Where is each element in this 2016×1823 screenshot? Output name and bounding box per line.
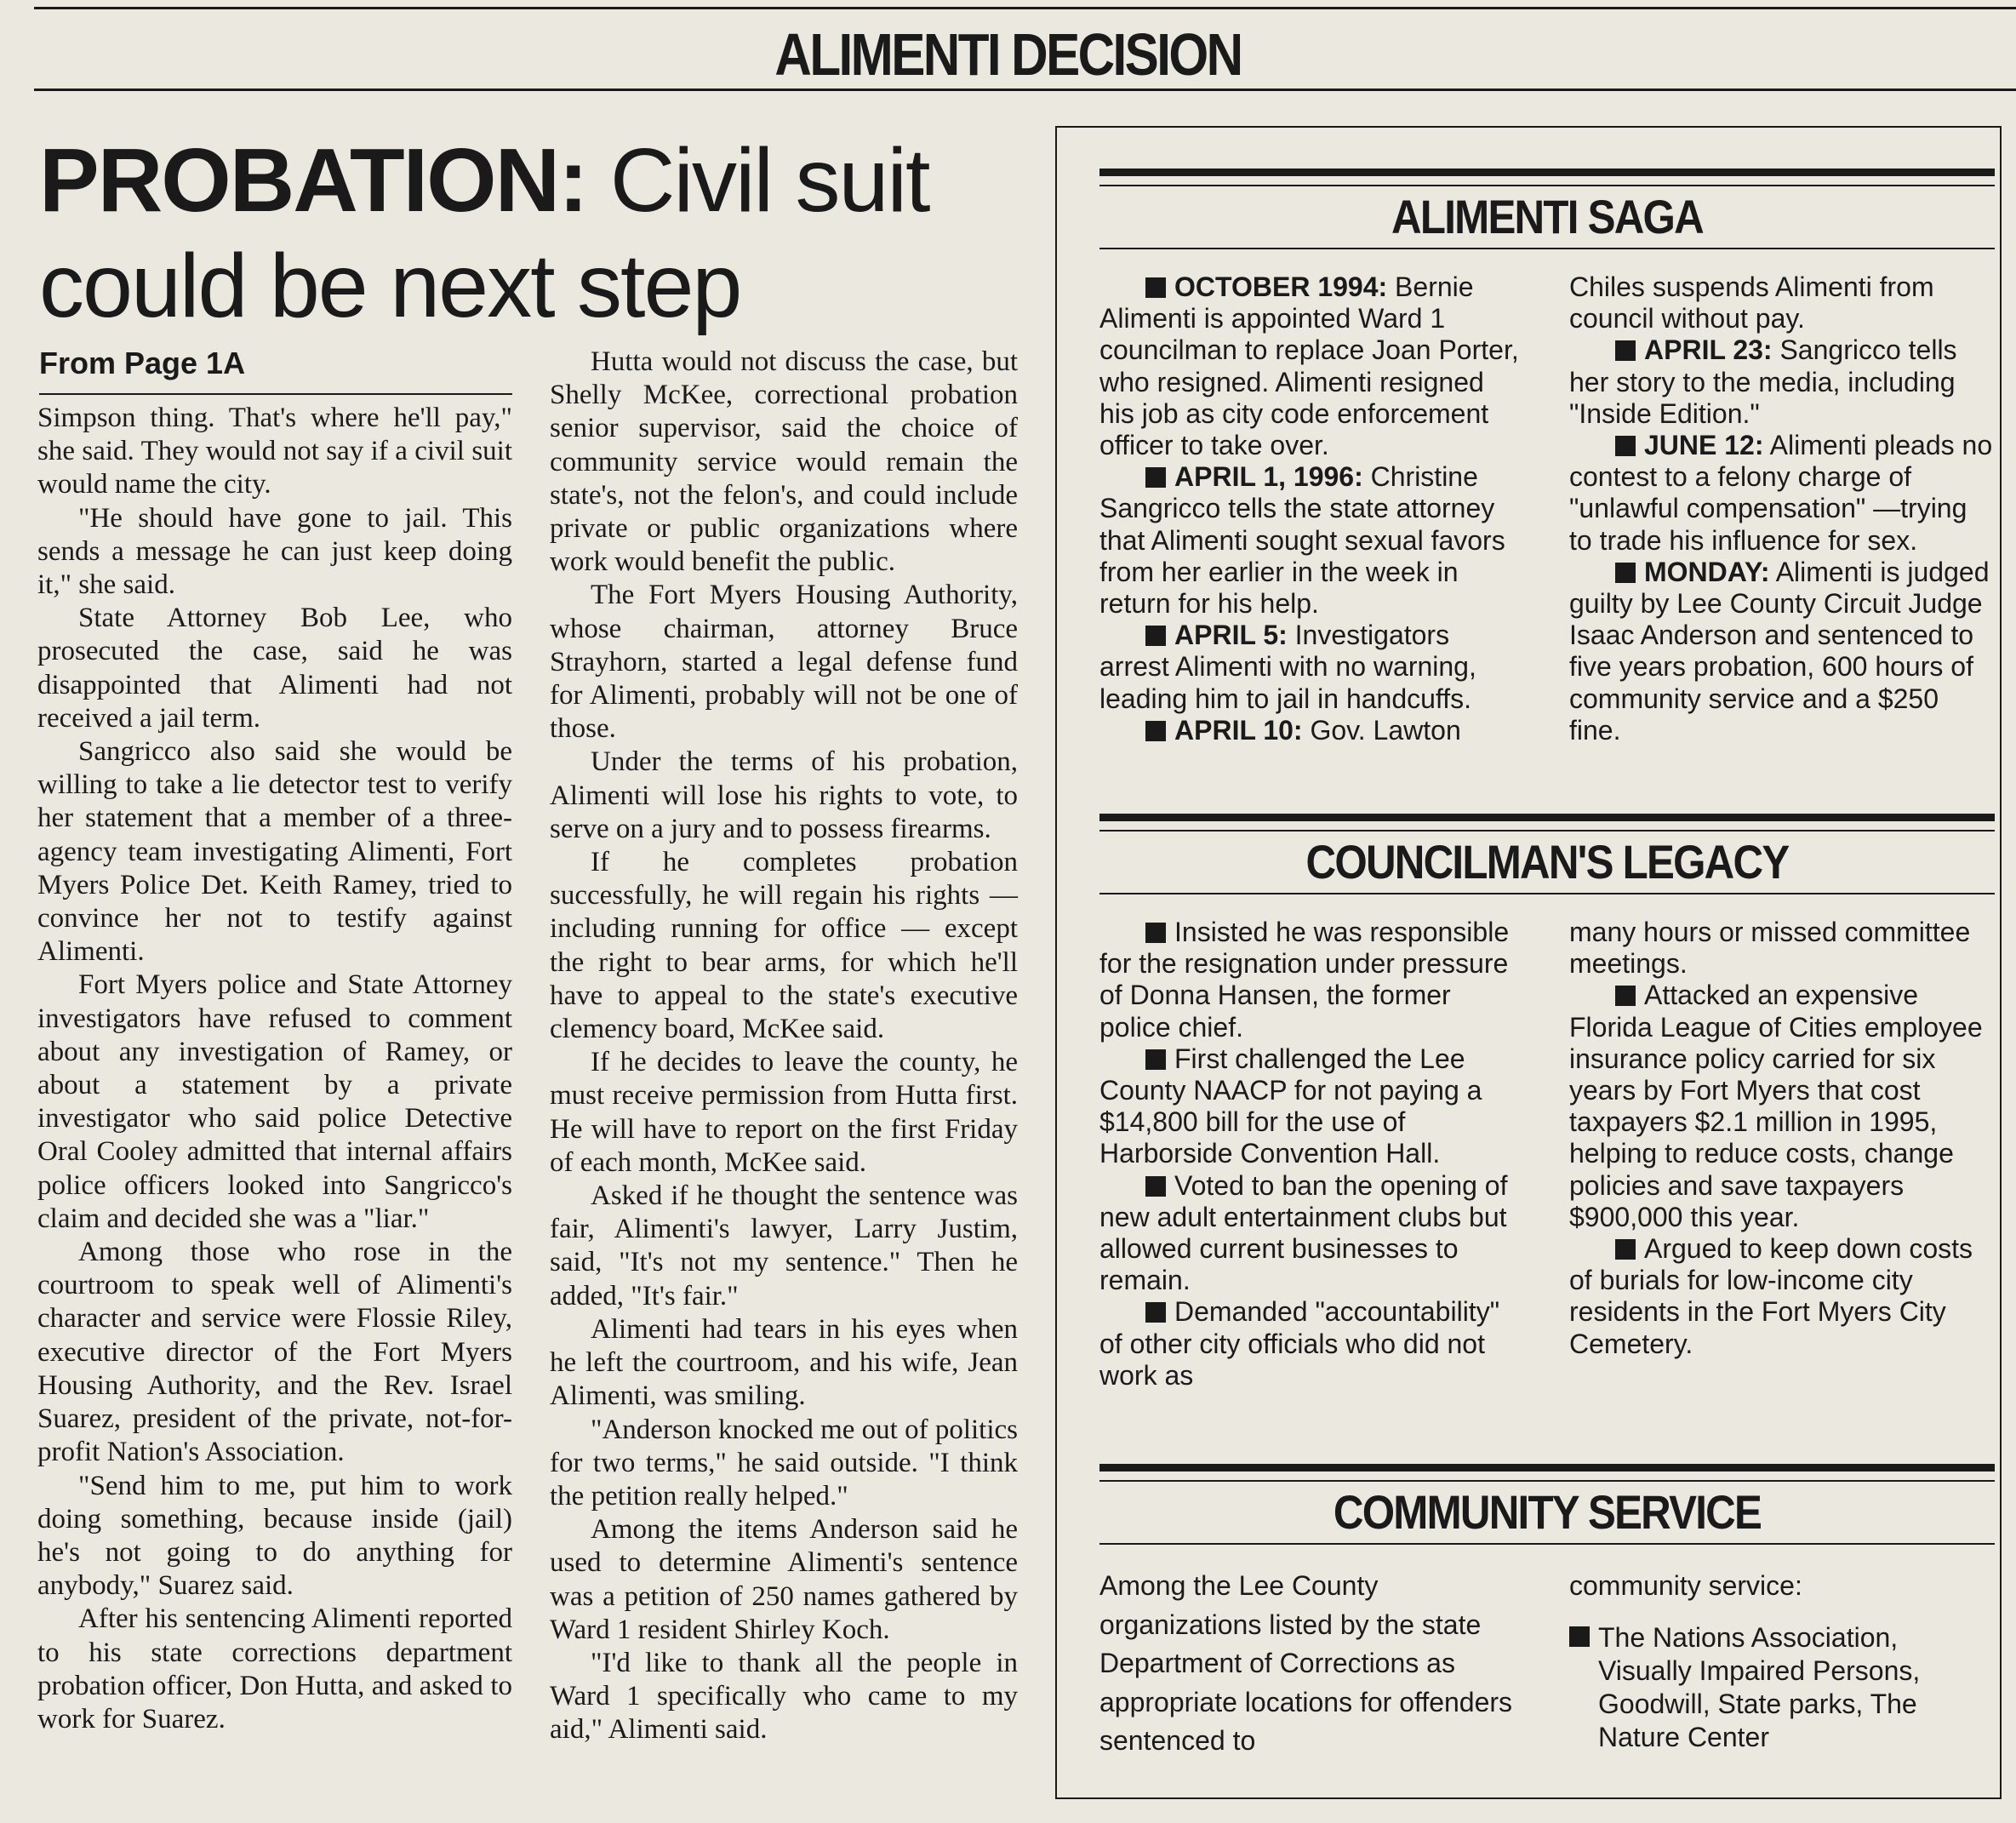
saga-date: JUNE 12: bbox=[1644, 430, 1764, 461]
saga-entry bbox=[1569, 430, 1995, 557]
saga-text: Gov. Lawton bbox=[1302, 714, 1461, 746]
article-paragraph: Simpson thing. That's where he'll pay," she said. They would not say if a civil suit would name the city. bbox=[37, 403, 512, 500]
saga-section bbox=[1099, 169, 1995, 746]
legacy-entry bbox=[1099, 1043, 1525, 1170]
community-column-left bbox=[1099, 1567, 1525, 1761]
bullet-square-icon bbox=[1615, 436, 1636, 456]
headline-kicker: PROBATION: bbox=[39, 130, 587, 231]
saga-text: Alimenti is judged guilty by Lee County Circuit Judge Isaac Anderson and sentenced to five years probation, 600 hours of community service and a $250 fine. bbox=[1569, 556, 1990, 746]
bullet-square-icon bbox=[1615, 563, 1636, 583]
headline-text: Civil suit could be next step bbox=[39, 130, 929, 336]
legacy-continued: many hours or missed committee meetings. bbox=[1569, 917, 1971, 980]
article-paragraph: If he decides to leave the county, he must receive permission from Hutta first. He will have to report on the first Friday of each month, McKee said. bbox=[550, 1047, 1018, 1178]
legacy-entry bbox=[1099, 1296, 1525, 1392]
saga-date: MONDAY: bbox=[1644, 556, 1770, 587]
community-column-right bbox=[1569, 1567, 1995, 1761]
article-column-2 bbox=[550, 346, 1018, 1747]
article-paragraph: "I'd like to thank all the people in Ward 1 specifically who came to my aid," Alimenti said. bbox=[550, 1647, 1018, 1746]
bullet-square-icon bbox=[1145, 721, 1166, 741]
article-paragraph: Sangricco also said she would be willing to take a lie detector test to verify her statement that a member of a three-agency team investigating Alimenti, Fort Myers Police Det. Keith Ramey, tried to convince her not to testify against Alimenti. bbox=[37, 736, 512, 968]
bullet-square-icon bbox=[1145, 1302, 1166, 1323]
saga-entry bbox=[1569, 557, 1995, 746]
community-list-text: The Nations Association, Visually Impaired Persons, Goodwill, State parks, The Nature Center bbox=[1598, 1621, 1921, 1752]
community-thick-rule bbox=[1099, 1464, 1995, 1472]
saga-text: Investigators arrest Alimenti with no warning, leading him to jail in handcuffs. bbox=[1099, 620, 1476, 714]
legacy-entry bbox=[1569, 980, 1995, 1233]
article-paragraph: "Anderson knocked me out of politics for two terms," he said outside. "I think the petition really helped." bbox=[550, 1414, 1018, 1512]
saga-columns bbox=[1099, 271, 1995, 746]
jump-line: From Page 1A bbox=[39, 346, 246, 380]
saga-title-rule bbox=[1099, 248, 1995, 249]
legacy-entry bbox=[1569, 1233, 1995, 1360]
article-column-1 bbox=[37, 402, 512, 1736]
article-paragraph: Fort Myers police and State Attorney investigators have refused to comment about any investigation of Ramey, or about a statement by a private investigator who said police Detective Oral Cooley admitted that internal affairs police officers looked into Sangricco's claim and decided she was a "liar." bbox=[37, 969, 512, 1234]
legacy-text: Voted to ban the opening of new adult entertainment clubs but allowed current businesses to remain. bbox=[1099, 1169, 1508, 1296]
article-paragraph: "Send him to me, put him to work doing something, because inside (jail) he's not going to do anything for anybody," Suarez said. bbox=[37, 1470, 512, 1602]
article-paragraph: Under the terms of his probation, Alimenti will lose his rights to vote, to serve on a jury and to possess firearms. bbox=[550, 746, 1018, 844]
jump-rule bbox=[39, 393, 512, 395]
legacy-title: COUNCILMAN'S LEGACY bbox=[1305, 835, 1789, 889]
legacy-column-right bbox=[1569, 917, 1995, 1392]
bullet-square-icon bbox=[1145, 1049, 1166, 1070]
saga-title: ALIMENTI SAGA bbox=[1391, 190, 1703, 243]
bullet-square-icon bbox=[1145, 277, 1166, 298]
saga-continued: Chiles suspends Alimenti from council without pay. bbox=[1569, 271, 1934, 334]
saga-column-right bbox=[1569, 271, 1995, 746]
article-paragraph: If he completes probation successfully, he will regain his rights —including running for office — except the right to bear arms, for which he'll have to appeal to the state's executive clemency board, McKee said. bbox=[550, 847, 1018, 1045]
bullet-square-icon bbox=[1145, 1176, 1166, 1197]
community-list-item bbox=[1569, 1621, 1995, 1754]
saga-entry bbox=[1099, 715, 1525, 746]
saga-entry bbox=[1099, 271, 1525, 461]
article-paragraph: "He should have gone to jail. This sends a message he can just keep doing it," she said. bbox=[37, 502, 512, 601]
saga-text: Sangricco tells her story to the media, including "Inside Edition." bbox=[1569, 334, 1957, 429]
legacy-entry bbox=[1099, 1170, 1525, 1297]
legacy-title-rule bbox=[1099, 893, 1995, 894]
saga-text: Bernie Alimenti is appointed Ward 1 councilman to replace Joan Porter, who resigned. Alimenti resigned his job as city code enforcement officer to take over. bbox=[1099, 271, 1519, 461]
community-title-rule bbox=[1099, 1543, 1995, 1545]
bullet-square-icon bbox=[1615, 340, 1636, 361]
saga-text: Christine Sangricco tells the state attorney that Alimenti sought sexual favors from her earlier in the week in return for his help. bbox=[1099, 461, 1505, 620]
legacy-text: Demanded "accountability" of other city officials who did not work as bbox=[1099, 1296, 1500, 1391]
community-text: Among the Lee County organizations listed by the state Department of Corrections as appropriate locations for offenders sentenced to bbox=[1099, 1570, 1513, 1756]
legacy-section bbox=[1099, 814, 1995, 1392]
legacy-text: Attacked an expensive Florida League of Cities employee insurance policy carried for six years by Fort Myers that cost taxpayers $2.1 million in 1995, helping to reduce costs, change policies and save taxpayers $900,000 this year. bbox=[1569, 980, 1983, 1232]
community-columns bbox=[1099, 1567, 1995, 1761]
legacy-columns bbox=[1099, 917, 1995, 1392]
saga-date: APRIL 23: bbox=[1644, 334, 1773, 366]
article-paragraph: The Fort Myers Housing Authority, whose chairman, attorney Bruce Strayhorn, started a legal defense fund for Alimenti, probably will not be one of those. bbox=[550, 580, 1018, 745]
saga-column-left bbox=[1099, 271, 1525, 746]
section-title: ALIMENTI DECISION bbox=[774, 21, 1242, 88]
saga-date: APRIL 1, 1996: bbox=[1174, 461, 1363, 493]
article-paragraph: Hutta would not discuss the case, but Shelly McKee, correctional probation senior supervisor, said the choice of community service would remain the state's, not the felon's, and could include private or public organizations where work would benefit the public. bbox=[550, 346, 1018, 578]
headline bbox=[39, 128, 1026, 339]
legacy-thick-rule bbox=[1099, 814, 1995, 821]
article-paragraph: Alimenti had tears in his eyes when he left the courtroom, and his wife, Jean Alimenti, was smiling. bbox=[550, 1313, 1018, 1412]
saga-thick-rule bbox=[1099, 169, 1995, 176]
saga-entry bbox=[1569, 334, 1995, 430]
legacy-text: Insisted he was responsible for the resignation under pressure of Donna Hansen, the former police chief. bbox=[1099, 917, 1510, 1043]
saga-entry bbox=[1099, 620, 1525, 715]
article-paragraph: Among those who rose in the courtroom to speak well of Alimenti's character and service were Flossie Riley, executive director of the Fort Myers Housing Authority, and the Rev. Israel Suarez, president of the private, not-for-profit Nation's Association. bbox=[37, 1237, 512, 1468]
saga-date: APRIL 5: bbox=[1174, 620, 1288, 651]
section-rule bbox=[34, 89, 2016, 91]
article-paragraph: State Attorney Bob Lee, who prosecuted the case, said he was disappointed that Alimenti had not received a jail term. bbox=[37, 603, 512, 734]
community-continued: community service: bbox=[1569, 1570, 1802, 1601]
article-paragraph: Asked if he thought the sentence was fair, Alimenti's lawyer, Larry Justim, said, "It's not my sentence." Then he added, "It's fair." bbox=[550, 1180, 1018, 1312]
top-rule bbox=[34, 7, 2016, 9]
sidebar-box bbox=[1055, 126, 2002, 1799]
article-paragraph: After his sentencing Alimenti reported to his state corrections department probation officer, Don Hutta, and asked to work for Suarez. bbox=[37, 1603, 512, 1734]
bullet-square-icon bbox=[1145, 626, 1166, 646]
bullet-square-icon bbox=[1569, 1626, 1590, 1647]
saga-entry bbox=[1099, 461, 1525, 620]
bullet-square-icon bbox=[1145, 923, 1166, 943]
saga-date: OCTOBER 1994: bbox=[1174, 271, 1388, 302]
community-title: COMMUNITY SERVICE bbox=[1333, 1485, 1762, 1539]
saga-date: APRIL 10: bbox=[1174, 714, 1303, 746]
legacy-column-left bbox=[1099, 917, 1525, 1392]
community-section bbox=[1099, 1464, 1995, 1761]
bullet-square-icon bbox=[1615, 986, 1636, 1006]
legacy-entry bbox=[1099, 917, 1525, 1043]
legacy-text: Argued to keep down costs of burials for low-income city residents in the Fort Myers City Cemetery. bbox=[1569, 1233, 1973, 1359]
legacy-text: First challenged the Lee County NAACP for not paying a $14,800 bill for the use of Harborside Convention Hall. bbox=[1099, 1043, 1482, 1169]
saga-text: Alimenti pleads no contest to a felony charge of "unlawful compensation" —trying to trade his influence for sex. bbox=[1569, 430, 1993, 556]
bullet-square-icon bbox=[1615, 1239, 1636, 1260]
bullet-square-icon bbox=[1145, 467, 1166, 488]
article-paragraph: Among the items Anderson said he used to determine Alimenti's sentence was a petition of 250 names gathered by Ward 1 resident Shirley Koch. bbox=[550, 1514, 1018, 1645]
